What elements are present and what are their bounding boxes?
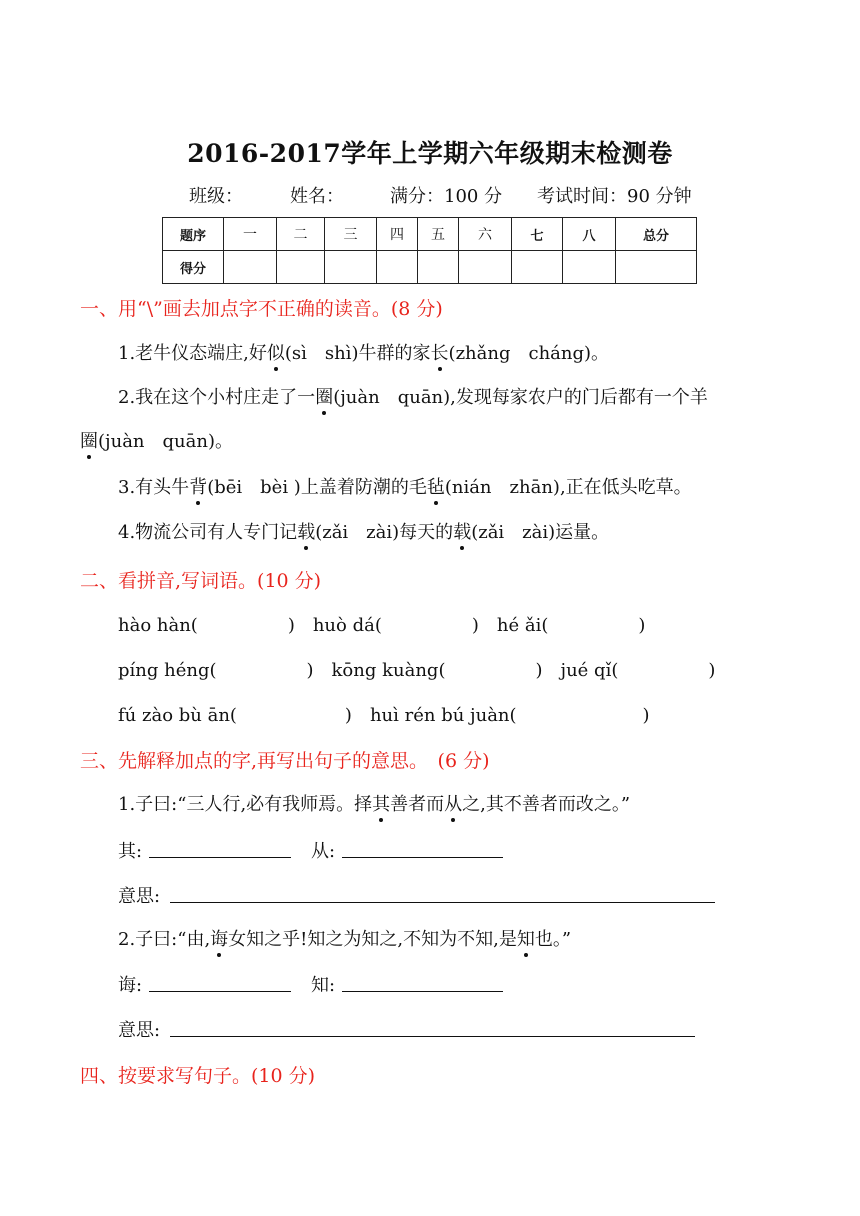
answer-line-meaning-2[interactable] [170, 1036, 695, 1037]
text: (bēi bèi )上盖着防潮的毛 [207, 477, 427, 498]
row-label-score: 得分 [163, 251, 224, 284]
class-label: 班级： [189, 186, 243, 207]
column-1: 一 [224, 218, 277, 251]
column-4: 四 [377, 218, 418, 251]
text: 1.老牛仪态端庄,好 [118, 343, 267, 364]
text: 4.物流公司有人专门记 [118, 522, 298, 543]
page-title: 2016-2017学年上学期六年级期末检测卷 [187, 139, 673, 168]
dotted-char: 似 [267, 339, 285, 365]
text: 女知之乎!知之为知之,不知为不知,是 [228, 929, 517, 950]
section3-question-2 [118, 925, 571, 951]
q2-label-hui: 诲: [118, 975, 143, 996]
column-total: 总分 [616, 218, 697, 251]
pinyin-row-2: píng héng( ) kōng kuàng( ) jué qǐ( ) [118, 660, 716, 681]
score-cell[interactable] [563, 251, 616, 284]
section1-question-3 [118, 473, 692, 499]
answer-line-qi[interactable] [149, 857, 291, 858]
text: 善者而 [390, 794, 445, 815]
dotted-char: 从 [444, 790, 462, 816]
score-cell[interactable] [224, 251, 277, 284]
section3-question-1 [118, 790, 630, 816]
dotted-char: 诲 [210, 925, 228, 951]
score-table [162, 217, 697, 284]
text: (zǎi zài)每天的 [315, 522, 454, 543]
text: 2.我在这个小村庄走了一 [118, 387, 316, 408]
text: (nián zhān),正在低头吃草。 [444, 477, 692, 498]
answer-line-zhi[interactable] [342, 991, 503, 992]
text: 3.有头牛 [118, 477, 190, 498]
exam-time: 考试时间：90 分钟 [537, 186, 692, 207]
column-7: 七 [512, 218, 563, 251]
score-cell[interactable] [277, 251, 325, 284]
score-cell[interactable] [325, 251, 377, 284]
q2-label-zhi: 知: [311, 975, 336, 996]
q1-label-cong: 从: [311, 841, 336, 862]
dotted-char: 长 [431, 339, 449, 365]
section1-heading: 一、用“\”画去加点字不正确的读音。(8 分) [80, 298, 443, 320]
section4-heading: 四、按要求写句子。(10 分) [80, 1065, 316, 1087]
dotted-char: 载 [297, 518, 315, 544]
text: 也。” [534, 929, 572, 950]
text: 2.子曰:“由, [118, 929, 211, 950]
column-3: 三 [325, 218, 377, 251]
score-cell[interactable] [459, 251, 512, 284]
text: (zhǎng cháng)。 [448, 343, 610, 364]
text: (sì shì)牛群的家 [284, 343, 431, 364]
dotted-char: 毡 [427, 473, 445, 499]
text: 1.子曰:“三人行,必有我师焉。择 [118, 794, 373, 815]
column-6: 六 [459, 218, 512, 251]
answer-line-hui[interactable] [149, 991, 291, 992]
text: 之,其不善者而改之。” [462, 794, 631, 815]
dotted-char: 知 [517, 925, 535, 951]
answer-line-meaning-1[interactable] [170, 902, 715, 903]
q1-label-qi: 其: [118, 841, 143, 862]
full-score: 满分：100 分 [390, 186, 503, 207]
text: (juàn quān),发现每家农户的门后都有一个羊 [333, 387, 708, 408]
score-cell[interactable] [418, 251, 459, 284]
section2-heading: 二、看拼音,写词语。(10 分) [80, 570, 322, 592]
answer-line-cong[interactable] [342, 857, 503, 858]
q2-meaning-label: 意思: [118, 1020, 161, 1041]
pinyin-row-1: hào hàn( ) huò dá( ) hé ǎi( ) [118, 615, 646, 636]
score-cell[interactable] [377, 251, 418, 284]
column-2: 二 [277, 218, 325, 251]
score-cell[interactable] [616, 251, 697, 284]
dotted-char: 背 [189, 473, 207, 499]
section1-question-2-cont [80, 427, 233, 453]
row-label-order: 题序 [163, 218, 224, 251]
dotted-char: 其 [372, 790, 390, 816]
section1-question-4 [118, 518, 609, 544]
text: (zǎi zài)运量。 [471, 522, 610, 543]
score-table-score-row [163, 251, 697, 284]
score-table-header-row [163, 218, 697, 251]
q1-meaning-label: 意思: [118, 886, 161, 907]
dotted-char: 圈 [315, 383, 333, 409]
dotted-char: 圈 [80, 427, 98, 453]
pinyin-row-3: fú zào bù ān( ) huì rén bú juàn( ) [118, 705, 650, 726]
name-label: 姓名： [290, 186, 344, 207]
section1-question-1 [118, 339, 609, 365]
section1-question-2 [118, 383, 708, 409]
dotted-char: 载 [453, 518, 471, 544]
column-8: 八 [563, 218, 616, 251]
score-cell[interactable] [512, 251, 563, 284]
text: (juàn quān)。 [98, 431, 233, 452]
column-5: 五 [418, 218, 459, 251]
section3-heading: 三、先解释加点的字,再写出句子的意思。 (6 分) [80, 750, 490, 772]
